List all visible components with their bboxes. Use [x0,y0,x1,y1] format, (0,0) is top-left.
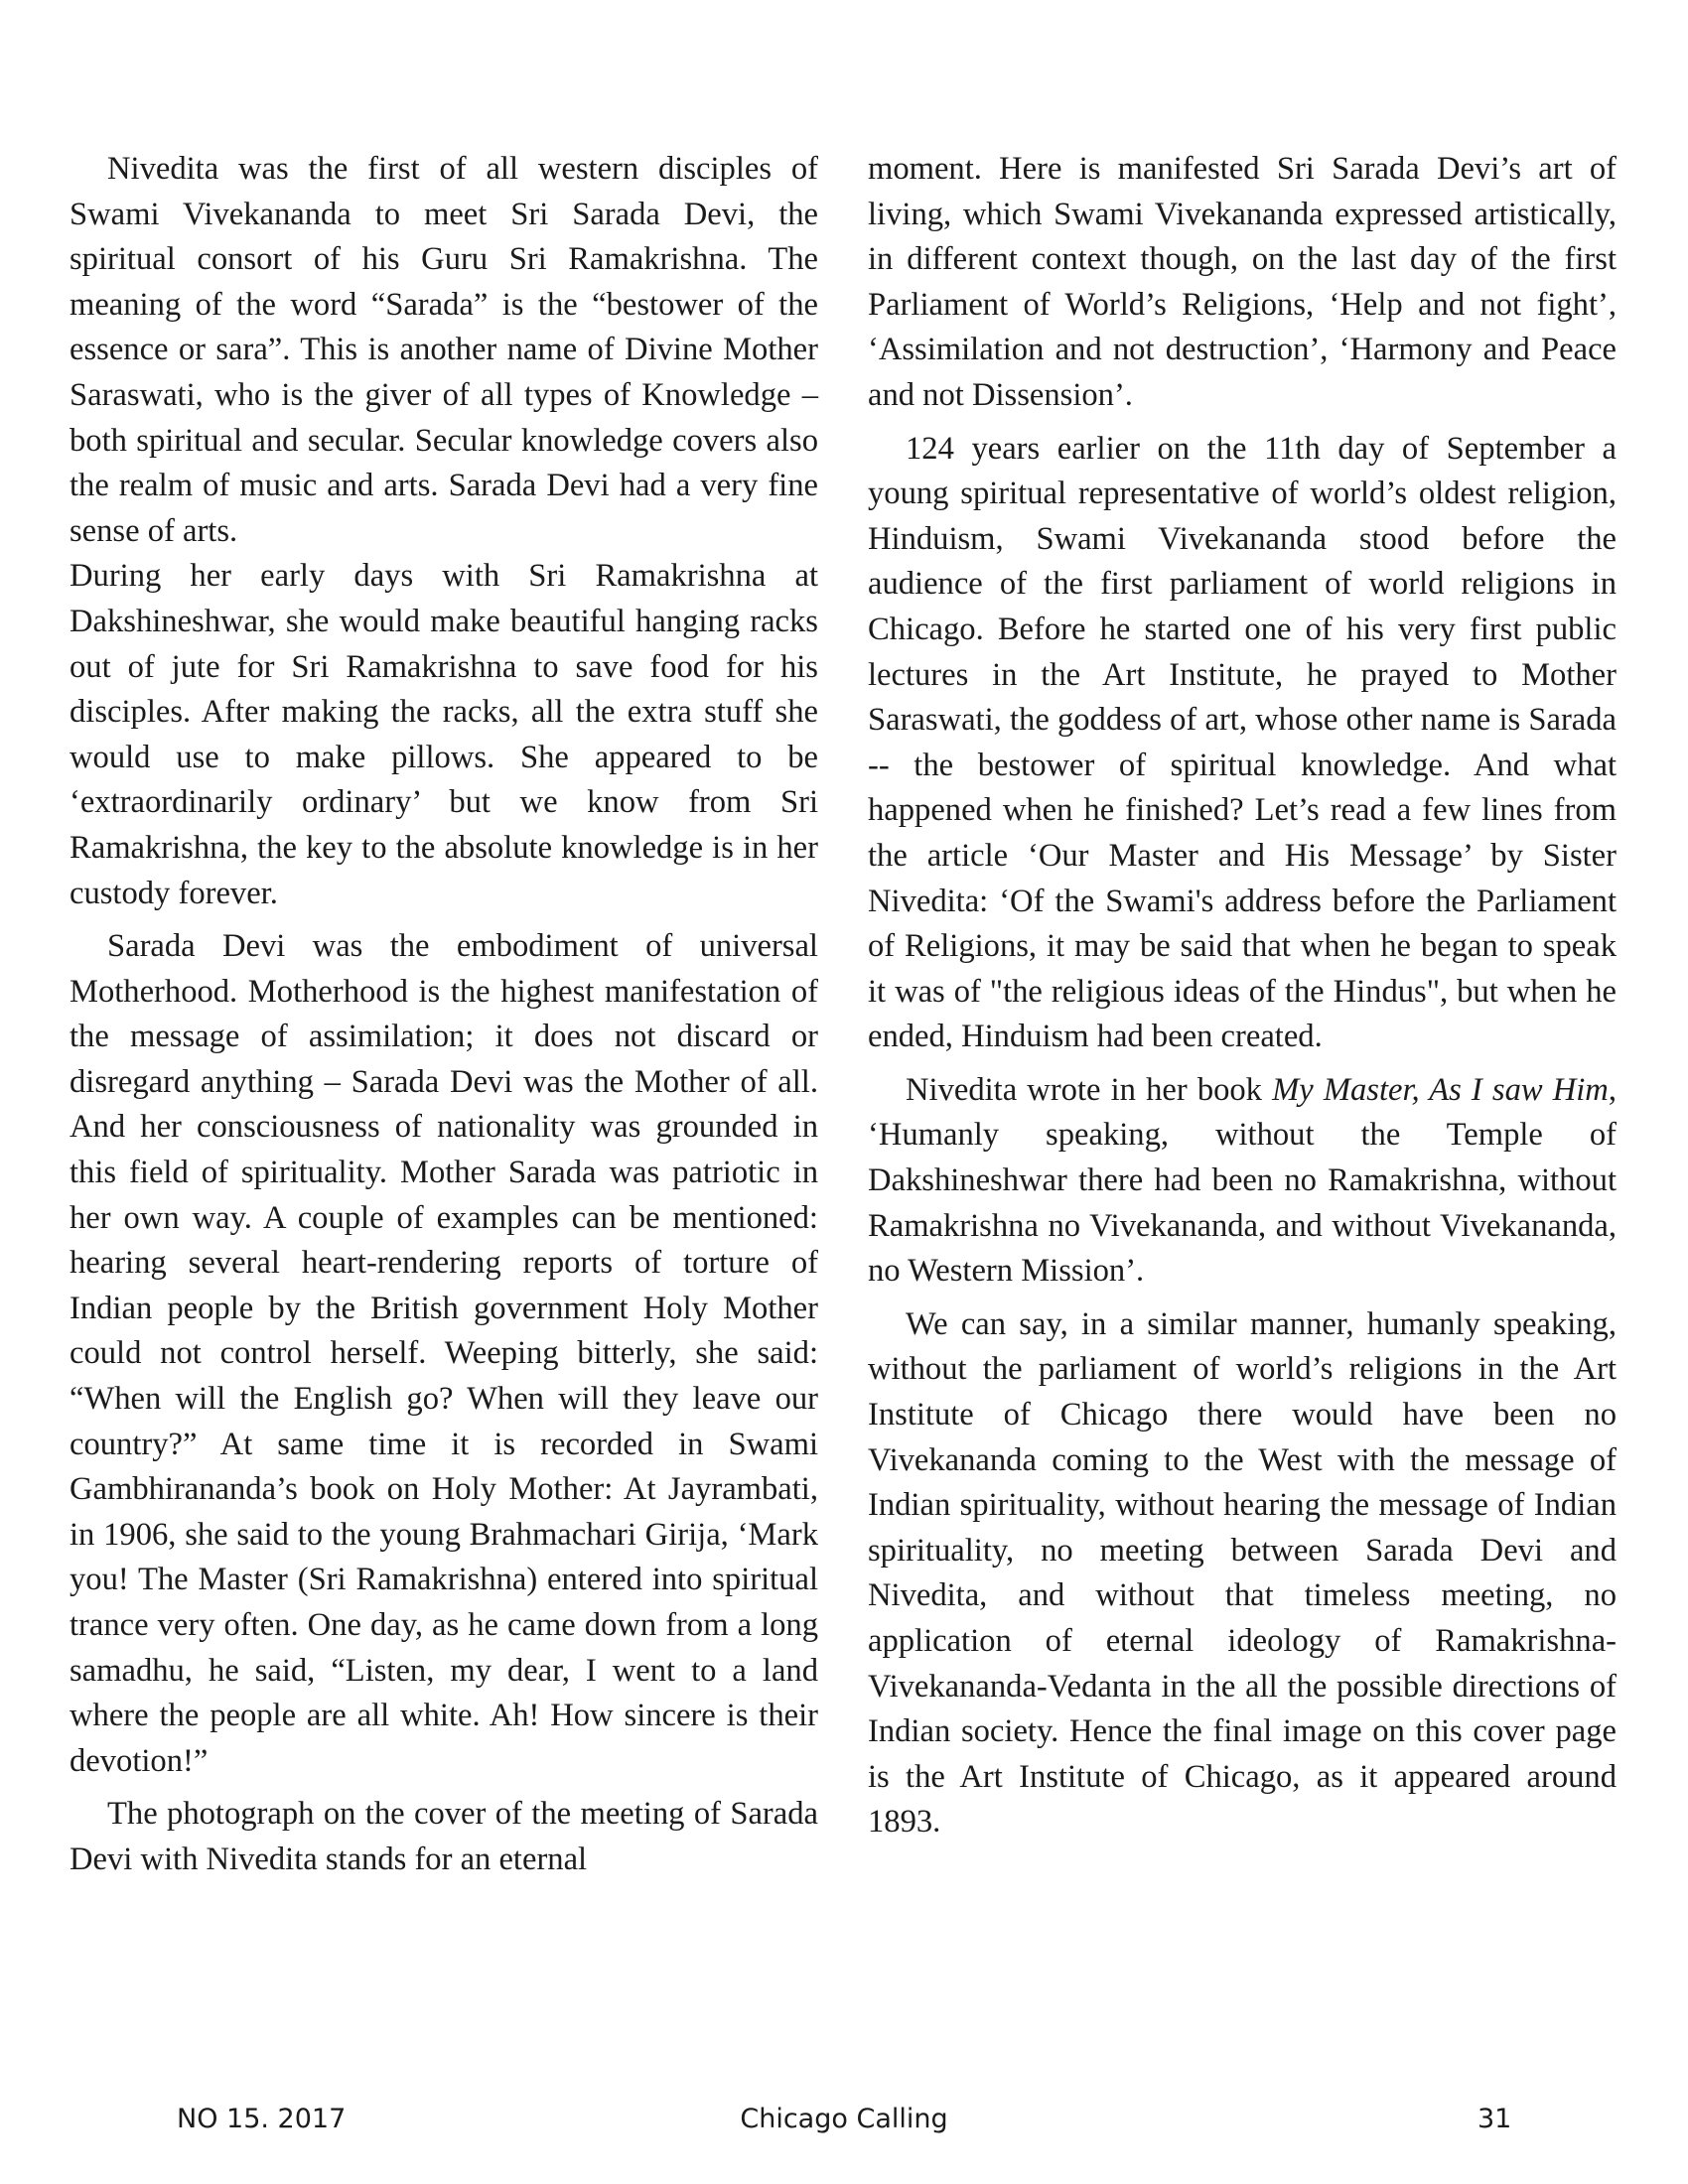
paragraph: During her early days with Sri Ramakrishna at Dakshineshwar, she would make beautiful hanging racks out of jute for Sri Ramakrishna to save food for his disciples. After making the racks, all the extra stuff she would use to make pillows. She appeared to be ‘extraordinarily ordinary’ but we know from Sri Ramakrishna, the key to the absolute knowledge is in her custody forever. [70,558,818,911]
paragraph-rest: , ‘Humanly speaking, without the Temple of Dakshineshwar there had been no Ramakrishna, without Ramakrishna no Vivekananda, and without Vivekananda, no Western Mission’. [868,1071,1617,1290]
footer-page-number: 31 [1477,2104,1512,2134]
paragraph: moment. Here is manifested Sri Sarada Devi’s art of living, which Swami Vivekananda expressed artistically, in different context though, on the last day of the first Parliament of World’s Religions, ‘Help and not fight’, ‘Assimilation and not destruction’, ‘Harmony and Peace and not Dissension’. [868,151,1617,413]
paragraph [868,1068,1617,1295]
footer-issue: NO 15. 2017 [177,2104,347,2134]
paragraph: 124 years earlier on the 11th day of September a young spiritual representative of world’s oldest religion, Hinduism, Swami Vivekananda stood before the audience of the first parliament of world religions in Chicago. Before he started one of his very first public lectures in the Art Institute, he prayed to Mother Saraswati, the goddess of art, whose other name is Sarada -- the bestower of spiritual knowledge. And what happened when he finished? Let’s read a few lines from the article ‘Our Master and His Message’ by Sister Nivedita: ‘Of the Swami's address before the Parliament of Religions, it may be said that when he began to speak it was of "the religious ideas of the Hindus", but when he ended, Hinduism had been created. [868,430,1617,1055]
right-column [868,147,1617,1845]
left-column [70,147,818,1883]
paragraph: Nivedita was the first of all western disciples of Swami Vivekananda to meet Sri Sarada Devi, the spiritual consort of his Guru Sri Ramakrishna. The meaning of the word “Sarada” is the “bestower of the essence or sara”. This is another name of Divine Mother Saraswati, who is the giver of all types of Knowledge – both spiritual and secular. Secular knowledge covers also the realm of music and arts. Sarada Devi had a very fine sense of arts. [70,151,818,549]
paragraph: The photograph on the cover of the meeting of Sarada Devi with Nivedita stands for an eternal [70,1796,818,1877]
paragraph-lead: Nivedita wrote in her book [906,1071,1273,1108]
paragraph: Sarada Devi was the embodiment of universal Motherhood. Motherhood is the highest manifestation of the message of assimilation; it does not discard or disregard anything – Sarada Devi was the Mother of all. And her consciousness of nationality was grounded in this field of spirituality. Mother Sarada was patriotic in her own way. A couple of examples can be mentioned: hearing several heart-rendering reports of torture of Indian people by the British government Holy Mother could not control herself. Weeping bitterly, she said: “When will the English go? When will they leave our country?” At same time it is recorded in Swami Gambhirananda’s book on Holy Mother: At Jayrambati, in 1906, she said to the young Brahmachari Girija, ‘Mark you! The Master (Sri Ramakrishna) entered into spiritual trance very often. One day, as he came down from a long samadhu, he said, “Listen, my dear, I went to a land where the people are all white. Ah! How sincere is their devotion!” [70,928,818,1779]
book-title: My Master, As I saw Him [1272,1071,1609,1108]
footer-publication: Chicago Calling [740,2104,948,2134]
paragraph: We can say, in a similar manner, humanly speaking, without the parliament of world’s religions in the Art Institute of Chicago there would have been no Vivekananda coming to the West with the message of Indian spirituality, without hearing the message of Indian spirituality, no meeting between Sarada Devi and Nivedita, and without that timeless meeting, no application of eternal ideology of Ramakrishna-Vivekananda-Vedanta in the all the possible directions of Indian society. Hence the final image on this cover page is the Art Institute of Chicago, as it appeared around 1893. [868,1305,1617,1841]
